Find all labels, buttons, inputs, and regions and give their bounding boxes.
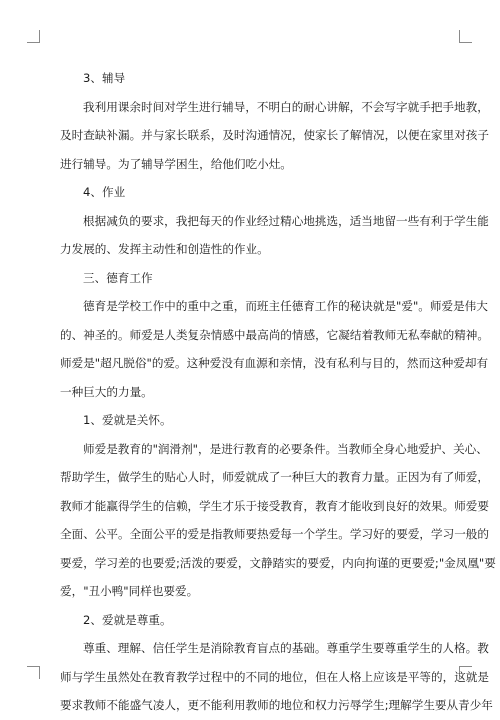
text-line: 2、爱就是尊重。 — [83, 612, 172, 627]
document-body — [60, 64, 496, 720]
text-line: 教师才能赢得学生的信赖，学生才乐于接受教育，教育才能收到良好的效果。师爱要 — [60, 498, 489, 513]
text-line: 三、德育工作 — [83, 270, 153, 285]
text-line: 德育是学校工作中的重中之重，而班主任德育工作的秘诀就是"爱"。师爱是伟大 — [83, 299, 488, 313]
text-line: 力发展的、发挥主动性和创造性的作业。 — [60, 242, 269, 256]
crop-mark-bottom-left — [27, 666, 40, 679]
text-line: 尊重、理解、信任学生是消除教育盲点的基础。尊重学生要尊重学生的人格。教 — [83, 641, 489, 655]
text-line: 进行辅导。为了辅导学困生，给他们吃小灶。 — [60, 156, 292, 171]
text-line: 全面、公平。全面公平的爱是指教师要热爱每一个学生。学习好的要爱，学习一般的 — [60, 527, 489, 541]
text-line: 要爱，学习差的也要爱;活泼的要爱，文静踏实的要爱，内向拘谨的更要爱;"金凤凰"要 — [60, 555, 496, 570]
text-line: 及时查缺补漏。并与家长联系，及时沟通情况，使家长了解情况，以便在家里对孩子 — [60, 128, 489, 142]
text-line: 我利用课余时间对学生进行辅导，不明白的耐心讲解，不会写字就手把手地教， — [83, 99, 489, 114]
text-line: 4、作业 — [83, 185, 126, 199]
text-line: 帮助学生，做学生的贴心人时，师爱就成了一种巨大的教育力量。正因为有了师爱， — [60, 470, 489, 484]
text-line: 师爱是"超凡脱俗"的爱。这种爱没有血源和亲情，没有私利与目的，然而这种爱却有 — [60, 356, 489, 370]
text-line: 师爱是教育的"润滑剂"，是进行教育的必要条件。当教师全身心地爱护、关心、 — [83, 441, 488, 456]
text-line: 根据减负的要求，我把每天的作业经过精心地挑选，适当地留一些有利于学生能 — [83, 213, 489, 228]
text-line: 一种巨大的力量。 — [60, 384, 153, 399]
text-line: 爱，"丑小鸭"同样也要爱。 — [60, 584, 199, 598]
text-line: 1、爱就是关怀。 — [83, 413, 172, 427]
text-line: 的、神圣的。师爱是人类复杂情感中最高尚的情感，它凝结着教师无私奉献的精神。 — [60, 327, 489, 342]
text-line: 师与学生虽然处在教育教学过程中的不同的地位，但在人格上应该是平等的，这就是 — [60, 669, 489, 684]
text-line: 要求教师不能盛气凌人，更不能利用教师的地位和权力污辱学生;理解学生要从青少年 — [60, 698, 493, 712]
crop-mark-top-left — [27, 30, 40, 43]
text-line: 3、辅导 — [83, 71, 126, 85]
crop-mark-top-right — [459, 30, 472, 43]
